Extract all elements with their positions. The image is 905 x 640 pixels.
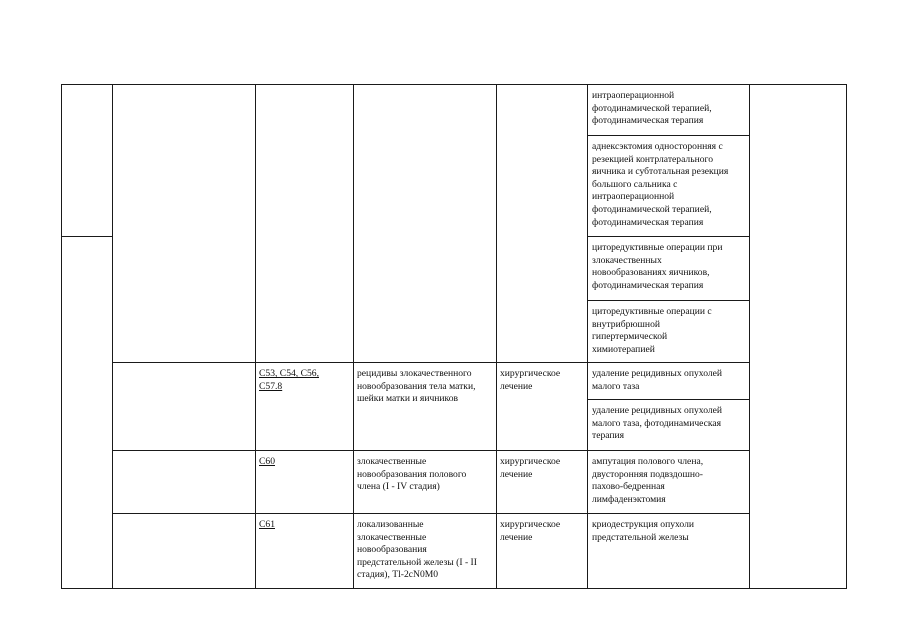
row-separator — [112, 450, 750, 451]
table-bottom-border — [61, 588, 847, 589]
row-separator — [587, 236, 750, 237]
patient-model-cell: злокачественные новообразования полового члена (I - IV стадия) — [357, 456, 467, 493]
icd-codes-link[interactable]: C61 — [259, 519, 275, 530]
row-separator — [112, 513, 750, 514]
patient-model-cell: локализованные злокачественные новообразования предстательной железы (I - II стадия), Tl-2cN0M0 — [357, 519, 477, 581]
row-separator — [587, 399, 750, 400]
patient-model-cell: рецидивы злокачественного новообразования тела матки, шейки матки и яичников — [357, 368, 476, 405]
method-cell: циторедуктивные операции с внутрибрюшной гипертермической химиотерапией — [592, 306, 712, 355]
table-top-border — [61, 84, 847, 85]
icd-codes-link[interactable]: C60 — [259, 456, 275, 467]
row-separator — [587, 135, 750, 136]
icd-codes-link[interactable]: C53, C54, C56, C57.8 — [259, 368, 319, 392]
method-cell: аднексэктомия односторонняя с резекцией контрлатерального яичника и субтотальная резекция большого сальника с интраоперационной фотодинамической терапией, фотодинамическая терапия — [592, 141, 729, 228]
table-right-border — [846, 84, 847, 589]
row-separator — [61, 236, 113, 237]
table-left-border — [61, 84, 62, 589]
method-cell: криодеструкция опухоли предстательной железы — [592, 519, 695, 543]
method-cell: циторедуктивные операции при злокачественных новообразованиях яичников, фотодинамическая терапия — [592, 242, 723, 291]
method-cell: ампутация полового члена, двусторонняя подвздошно- пахово-бедренная лимфаденэктомия — [592, 456, 704, 505]
method-cell: удаление рецидивных опухолей малого таза, фотодинамическая терапия — [592, 405, 723, 442]
method-cell: интраоперационной фотодинамической терапией, фотодинамическая терапия — [592, 90, 712, 127]
treatment-type-cell: хирургическое лечение — [500, 456, 561, 480]
treatment-type-cell: хирургическое лечение — [500, 368, 561, 392]
treatment-type-cell: хирургическое лечение — [500, 519, 561, 543]
method-cell: удаление рецидивных опухолей малого таза — [592, 368, 723, 392]
row-separator — [587, 300, 750, 301]
row-separator — [112, 362, 750, 363]
